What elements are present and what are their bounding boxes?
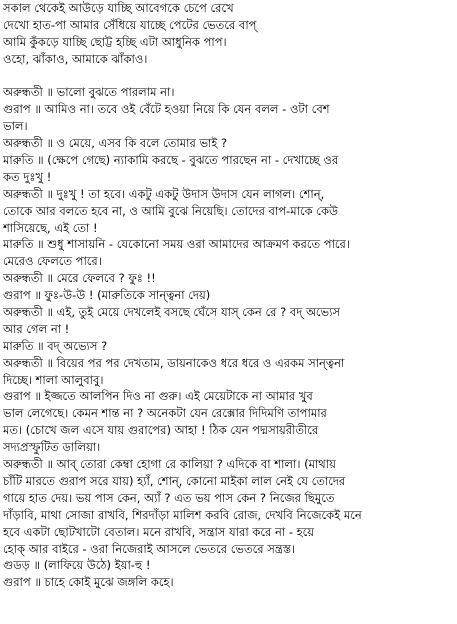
dialogue-line: গুরাপ ॥ ইজ্জতে আলপিন দিও না গুরু। এই মেয়েটাকে না আমার খুব <box>3 389 313 404</box>
dialogue-line: গায়ে হাত দেয়। ভয় পাস কেন, অ্যাঁ ? এত ভয় পাস কেন ? নিজের ছিমুতে <box>3 490 335 505</box>
dialogue-line: অরুন্ধতী ॥ ভালো বুঝতে পারলাম না। <box>3 85 175 100</box>
dialogue-line: হোক্ আর বাইরে - ওরা নিজেরাই আসলে ভেতরে ভেতরে সন্ত্রস্ত। <box>3 541 296 556</box>
dialogue-line: আর গেল না ! <box>3 321 70 336</box>
dialogue-line: মারুতি ॥ (ক্ষেপে গেছে) ন্যাকামি করছে - বুঝতে পারছেন না - দেখাচ্ছে ওর <box>3 153 339 168</box>
dialogue-line: দিচ্ছে। শালা আলুবাবু। <box>3 372 104 387</box>
dialogue-line: অরুন্ধতী ॥ দুঃখু ! তা হবে। একটু একটু উদাস উদাস যেন লাগল। শোন্, <box>3 186 325 201</box>
verse-line: সকাল থেকেই আউড়ে যাচ্ছি আবেগকে চেপে রেখে <box>3 1 234 15</box>
dialogue-line: গুরাপ ॥ ফুঃ-উ-উ ! (মারুতিকে সান্ত্বনা দেয়) <box>3 288 211 303</box>
dialogue-line: চাঁটি মারতে গুরাপ সরে যায়) হ্যাঁ, শোন্, কোনো মাইকা লাল নেই যে তোদের <box>3 473 346 488</box>
dialogue-line: ভাল লেগেছে। কেমন শান্ত না ? অনেকটা যেন রেক্সোর দিদিমণি তাপামার <box>3 406 327 421</box>
dialogue-line: হবে একটা ছোটখাটো বেতাল। মনে রাখবি, সন্ত্রাস যারা করে না - হয়ে <box>3 524 315 539</box>
dialogue-body <box>3 84 455 591</box>
dialogue-line: ভাল। <box>3 119 28 134</box>
verse-line: ওহো, ঝাঁকাও, আমাকে ঝাঁকাও। <box>3 51 148 66</box>
dialogue-line: অরুন্ধতী ॥ মেরে ফেলবে ? ফুঃ !! <box>3 271 156 286</box>
dialogue-line: মারুতি ॥ বদ্ অভ্যেস ? <box>3 338 108 353</box>
stanza-gap <box>3 68 455 85</box>
dialogue-line: তোকে আর বলতে হবে না, ও আমি বুঝে নিয়েছি। তোদের বাপ-মাকে কেউ <box>3 203 338 218</box>
dialogue-line: অরুন্ধতী ॥ এই, তুই মেয়ে দেখলেই বসছে ঘেঁসে যাস্ কেন রে ? বদ্ অভ্যেস <box>3 305 341 320</box>
dialogue-line: অরুন্ধতী ॥ ও মেয়ে, এসব কি বলে তোমার ভাই ? <box>3 136 228 151</box>
dialogue-line: মারুতি ॥ শুধু শাসায়নি - যেকোনো সময় ওরা আমাদের আক্রমণ করতে পারে। <box>3 237 350 252</box>
dialogue-line: গুরাপ ॥ চাহে কোই মুঝে জঙ্গলি কহে। <box>3 575 174 590</box>
dialogue-line: সদ্যপ্রস্ফুটিত ডালিয়া। <box>3 440 101 455</box>
dialogue-line: গুডড় ॥ (লাফিয়ে উঠে) ইয়া-হু ! <box>3 558 151 573</box>
dialogue-line: অরুন্ধতী ॥ বিয়ের পর পর দেখতাম, ডায়নাকেও ধরে ধরে ও এরকম সান্ত্বনা <box>3 355 345 370</box>
dialogue-line: দাঁড়াবি, মাথা সোজা রাখবি, শিরদাঁড়া মালিশ করবি রোজ, দেখবি নিজেকেই মনে <box>3 507 362 522</box>
verse-line: দেখো হাত-পা আমার সেঁধিয়ে যাচ্ছে পেটের ভেতরে বাপ্ <box>3 17 257 32</box>
poem-verse <box>3 0 455 68</box>
dialogue-line: অরুন্ধতী ॥ আব্ তোরা কেম্বা হোগা রে কালিয়া ? এদিকে বা শালা। (মাথায় <box>3 457 336 472</box>
dialogue-line: মত। (চোখে জল এসে যায় গুরাপের) আহা ! ঠিক যেন পদ্মসায়রীতীরে <box>3 423 319 438</box>
dialogue-line: শাসিয়েছে, এই তো ! <box>3 220 98 235</box>
dialogue-line: কত দুঃখু ! <box>3 169 52 184</box>
dialogue-line: মেরেও ফেলতে পারে। <box>3 254 102 269</box>
dialogue-line: গুরাপ ॥ আমিও না। তবে ওই বেঁটে হওয়া নিয়ে কি যেন বলল - ওটা বেশ <box>3 102 330 117</box>
verse-line: আমি কুঁকড়ে যাচ্ছি ছোট্ট হচ্ছি এটা আধুনিক পাপ। <box>3 34 227 49</box>
